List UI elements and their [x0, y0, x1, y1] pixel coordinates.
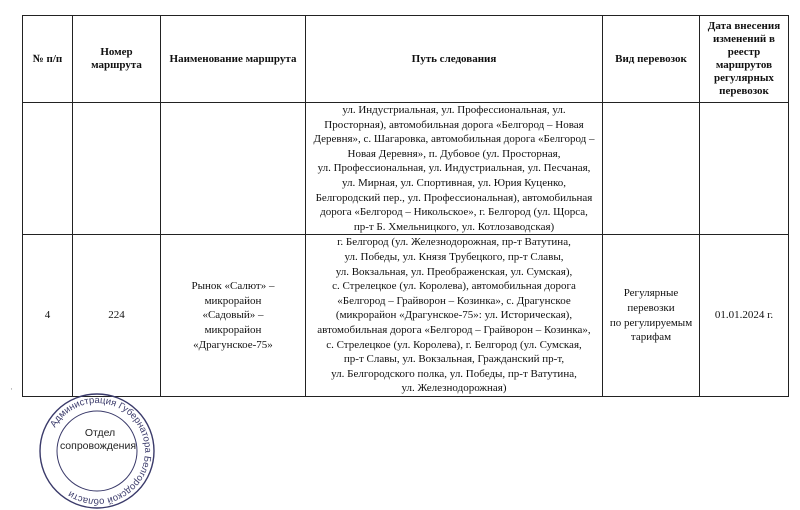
- header-num: № п/п: [23, 16, 73, 103]
- route-path: [306, 235, 603, 397]
- cont-route-number-cell: [73, 103, 161, 235]
- path-line: Просторная), автомобильная дорога «Белгород – Новая: [324, 118, 584, 131]
- path-line: ул. Мирная, ул. Спортивная, ул. Юрия Куценко,: [341, 176, 566, 189]
- stamp-line-2: сопровождения: [59, 440, 137, 452]
- path-line: ул. Индустриальная, ул. Профессиональная, ул.: [342, 104, 566, 116]
- path-line: ул. Победы, ул. Князя Трубецкого, пр-т Славы,: [344, 250, 564, 263]
- path-line: автомобильная дорога «Белгород – Грайворон – Козинка»,: [317, 323, 591, 336]
- stamp-ring-text: Администрация Губернатора Белгородской области: [48, 394, 154, 508]
- path-line: дорога «Белгород – Никольское», г. Белгород (ул. Щорса,: [320, 206, 588, 219]
- path-line: «Белгород – Грайворон – Козинка», с. Драгунское: [337, 294, 571, 307]
- path-line: Новая Деревня», п. Дубовое (ул. Просторная,: [347, 147, 561, 160]
- stamp-line-1: Отдел: [84, 427, 116, 439]
- path-line: Деревня», с. Шагаровка, автомобильная дорога «Белгород –: [313, 133, 595, 146]
- route-name-line: микрорайон: [204, 294, 262, 307]
- header-transport-type: Вид перевозок: [603, 16, 700, 103]
- margin-mark: ·: [10, 384, 13, 394]
- route-number: 224: [73, 235, 161, 397]
- path-line: Белгородский пер., ул. Профессиональная), автомобильная: [315, 191, 593, 204]
- header-row: [23, 16, 789, 103]
- change-date: 01.01.2024 г.: [700, 235, 789, 397]
- route-registry-table: [22, 15, 789, 397]
- header-change-date: Дата внесения изменений в реестр маршрутов регулярных перевозок: [700, 16, 789, 103]
- path-line: пр-т Б. Хмельницкого, ул. Котлозаводская): [353, 220, 555, 233]
- route-name-line: «Садовый» –: [202, 309, 264, 322]
- path-line: ул. Профессиональная, ул. Индустриальная, ул. Песчаная,: [317, 162, 591, 175]
- table-row-continuation: [23, 103, 789, 235]
- path-line: пр-т Славы, ул. Вокзальная, Гражданский пр-т,: [343, 353, 565, 366]
- cont-date-cell: [700, 103, 789, 235]
- transport-type: [603, 235, 700, 397]
- row-num: 4: [23, 235, 73, 397]
- path-line: ул. Белгородского полка, ул. Победы, пр-т Ватутина,: [331, 367, 577, 380]
- path-line: ул. Железнодорожная): [401, 382, 507, 395]
- cont-transport-type-cell: [603, 103, 700, 235]
- header-path: Путь следования: [306, 16, 603, 103]
- official-stamp: [38, 392, 156, 510]
- path-line: с. Стрелецкое (ул. Королева), автомобильная дорога: [332, 280, 576, 293]
- route-name-line: микрорайон: [204, 323, 262, 336]
- transport-type-line: по регулируемым: [609, 316, 693, 329]
- path-line: (микрорайон «Драгунское-75»: ул. Историческая),: [335, 309, 573, 322]
- cont-path-cell: [306, 103, 603, 235]
- transport-type-line: Регулярные: [623, 287, 679, 300]
- path-line: ул. Вокзальная, ул. Преображенская, ул. Сумская),: [335, 265, 573, 278]
- table-row-4: [23, 235, 789, 397]
- path-line: г. Белгород (ул. Железнодорожная, пр-т Ватутина,: [337, 236, 571, 249]
- route-name: [161, 235, 306, 397]
- path-line: с. Стрелецкое (ул. Королева), г. Белгород (ул. Сумская,: [326, 338, 582, 351]
- cont-route-name-cell: [161, 103, 306, 235]
- transport-type-line: перевозки: [627, 302, 675, 315]
- route-name-line: «Драгунское-75»: [193, 338, 273, 351]
- transport-type-line: тарифам: [630, 331, 672, 344]
- route-name-line: Рынок «Салют» –: [191, 280, 275, 293]
- header-route-name: Наименование маршрута: [161, 16, 306, 103]
- header-route-number: Номер маршрута: [73, 16, 161, 103]
- cont-num-cell: [23, 103, 73, 235]
